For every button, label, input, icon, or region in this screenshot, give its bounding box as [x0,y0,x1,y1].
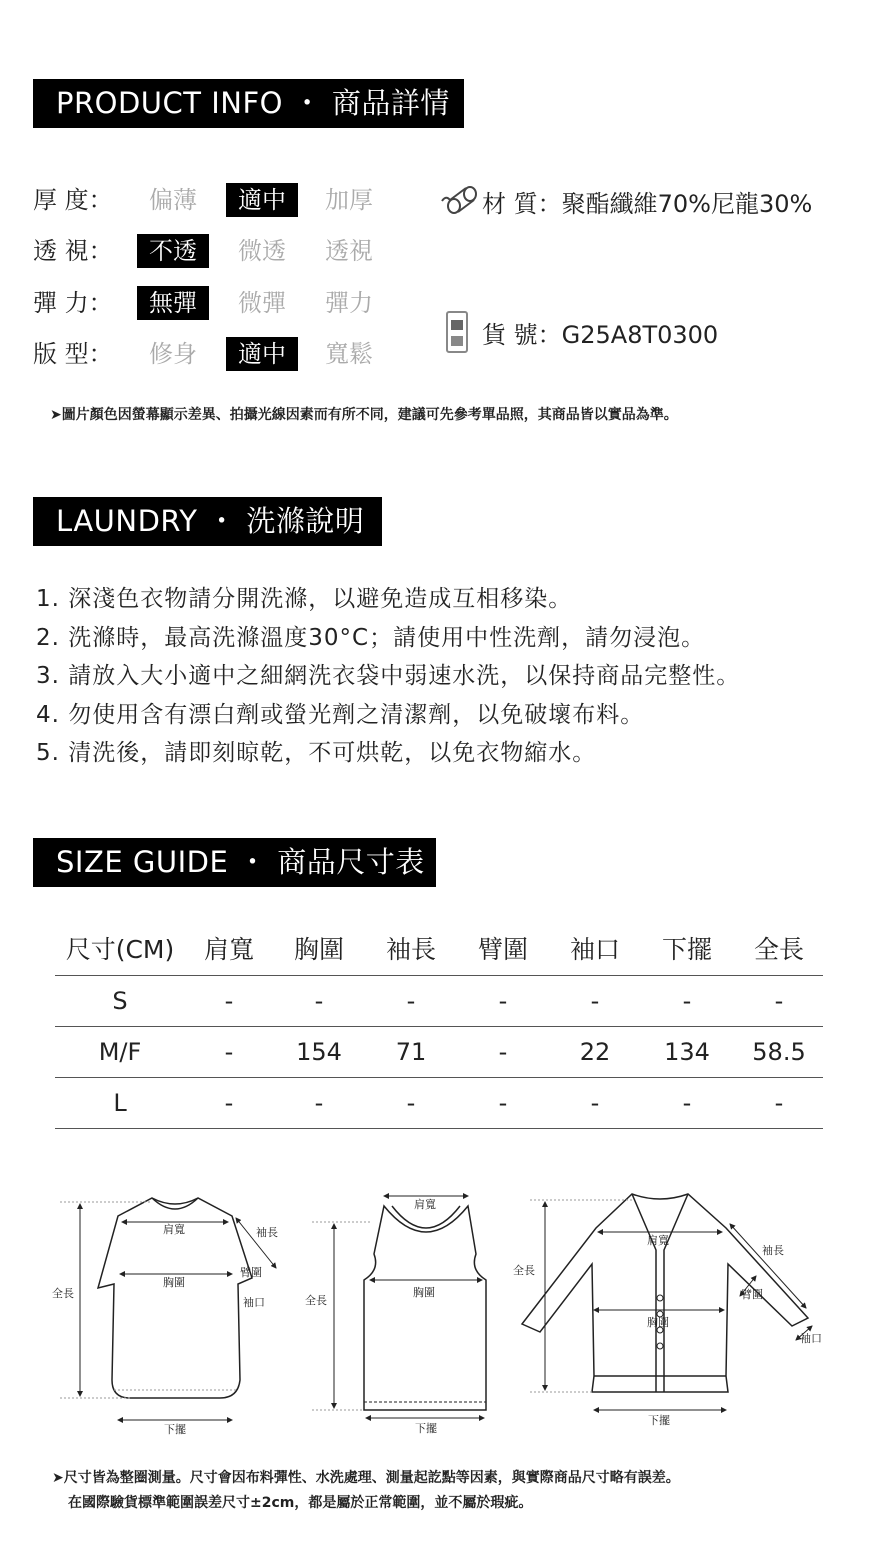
label-chest: 胸圍 [163,1276,185,1289]
column-header: 全長 [753,935,804,964]
label-shoulder: 肩寬 [163,1223,185,1236]
attr-option: 不透 [137,234,209,268]
attr-option: 微彈 [238,289,286,317]
label-cuff: 袖口 [800,1332,822,1345]
table-row [55,1027,823,1078]
attr-label: 透 視： [33,237,113,265]
laundry-title: LAUNDRY ・ 洗滌說明 [56,504,365,538]
value-cell: 22 [579,1038,611,1066]
thread-spool-icon [440,185,480,215]
attr-option: 寬鬆 [325,340,373,368]
label-shoulder: 肩寬 [414,1198,436,1211]
attr-fit [33,337,413,371]
table-row [55,976,823,1027]
label-hem: 下擺 [648,1414,670,1427]
size-note-line2: 在國際驗貨標準範圍誤差尺寸±2cm，都是屬於正常範圍，並不屬於瑕疵。 [68,1495,533,1511]
label-chest: 胸圍 [413,1286,435,1299]
laundry-item: 5. 清洗後，請即刻晾乾，不可烘乾，以免衣物縮水。 [36,740,597,766]
attr-option: 透視 [325,237,373,265]
value-cell: - [774,987,784,1015]
laundry-item: 1. 深淺色衣物請分開洗滌，以避免造成互相移染。 [36,586,573,612]
size-guide-header [33,838,436,887]
size-table-header-row [55,925,823,976]
label-length: 全長 [513,1264,535,1277]
label-hem: 下擺 [164,1423,186,1436]
laundry-item: 2. 洗滌時，最高洗滌溫度30°C；請使用中性洗劑，請勿浸泡。 [36,625,706,651]
value-cell: - [774,1089,784,1117]
attr-thickness [33,183,413,217]
value-cell: 154 [296,1038,342,1066]
value-cell: - [406,1089,416,1117]
attr-option: 適中 [226,183,298,217]
attr-transparency [33,234,413,268]
attr-elasticity [33,286,413,320]
size-table [55,925,823,1129]
size-cell: M/F [98,1038,142,1066]
label-chest: 胸圍 [647,1316,669,1329]
laundry-header [33,497,382,546]
attr-label: 彈 力： [33,289,113,317]
value-cell: - [498,1089,508,1117]
table-row [55,1078,823,1129]
product-info-header [33,79,464,128]
label-shoulder: 肩寬 [647,1234,669,1247]
measurement-diagrams [0,1180,875,1440]
column-header: 胸圍 [293,935,344,964]
sku-info [482,315,718,350]
tank-diagram [364,1206,486,1410]
cardigan-diagram [522,1194,808,1392]
value-cell: - [590,1089,600,1117]
value-cell: - [682,1089,692,1117]
value-cell: - [314,987,324,1015]
laundry-item: 4. 勿使用含有漂白劑或螢光劑之清潔劑，以免破壞布料。 [36,702,645,728]
size-cell: S [112,987,128,1015]
value-cell: 58.5 [752,1038,806,1066]
column-header: 袖長 [385,935,436,964]
value-cell: - [314,1089,324,1117]
attr-option: 微透 [238,237,286,265]
attr-option: 彈力 [325,289,373,317]
value-cell: - [406,987,416,1015]
value-cell: - [682,987,692,1015]
color-note: ➤圖片顏色因螢幕顯示差異、拍攝光線因素而有所不同，建議可先參考單品照，其商品皆以實品為準。 [50,407,678,423]
value-cell: - [498,987,508,1015]
size-cell: L [113,1089,127,1117]
laundry-item: 3. 請放入大小適中之細網洗衣袋中弱速水洗，以保持商品完整性。 [36,663,741,689]
value-cell: 134 [664,1038,710,1066]
product-info-title: PRODUCT INFO ・ 商品詳情 [56,86,450,120]
attr-option: 無彈 [137,286,209,320]
material-info [482,184,812,219]
value-cell: - [590,987,600,1015]
value-cell: - [498,1038,508,1066]
column-header: 尺寸(CM) [65,935,175,964]
label-sleeve: 袖長 [256,1226,278,1239]
attr-option: 修身 [149,340,197,368]
value-cell: - [224,1089,234,1117]
label-sleeve: 袖長 [762,1244,784,1257]
value-cell: - [224,987,234,1015]
sku-label: 貨 號： [482,321,562,349]
column-header: 臂圍 [477,935,528,964]
size-note-line1: ➤尺寸皆為整圈測量。尺寸會因布料彈性、水洗處理、測量起訖點等因素，與實際商品尺寸略有誤差。 [52,1470,680,1486]
value-cell: 71 [395,1038,427,1066]
column-header: 下擺 [661,935,712,964]
attr-option: 偏薄 [149,186,197,214]
tag-icon [445,310,471,354]
label-length: 全長 [52,1287,74,1300]
label-cuff: 袖口 [243,1296,265,1309]
sku-value: G25A8T0300 [561,321,719,349]
label-arm: 臂圍 [741,1288,763,1301]
label-hem: 下擺 [415,1422,437,1435]
label-length: 全長 [305,1294,327,1307]
label-arm: 臂圍 [240,1266,262,1279]
attr-label: 版 型： [33,340,113,368]
attr-option: 加厚 [325,186,373,214]
column-header: 肩寬 [203,935,254,964]
material-value: 聚酯纖維70%尼龍30% [561,190,813,218]
size-guide-title: SIZE GUIDE ・ 商品尺寸表 [56,845,425,879]
value-cell: - [224,1038,234,1066]
column-header: 袖口 [569,935,620,964]
material-label: 材 質： [482,190,562,218]
attr-label: 厚 度： [33,186,113,214]
attr-option: 適中 [226,337,298,371]
